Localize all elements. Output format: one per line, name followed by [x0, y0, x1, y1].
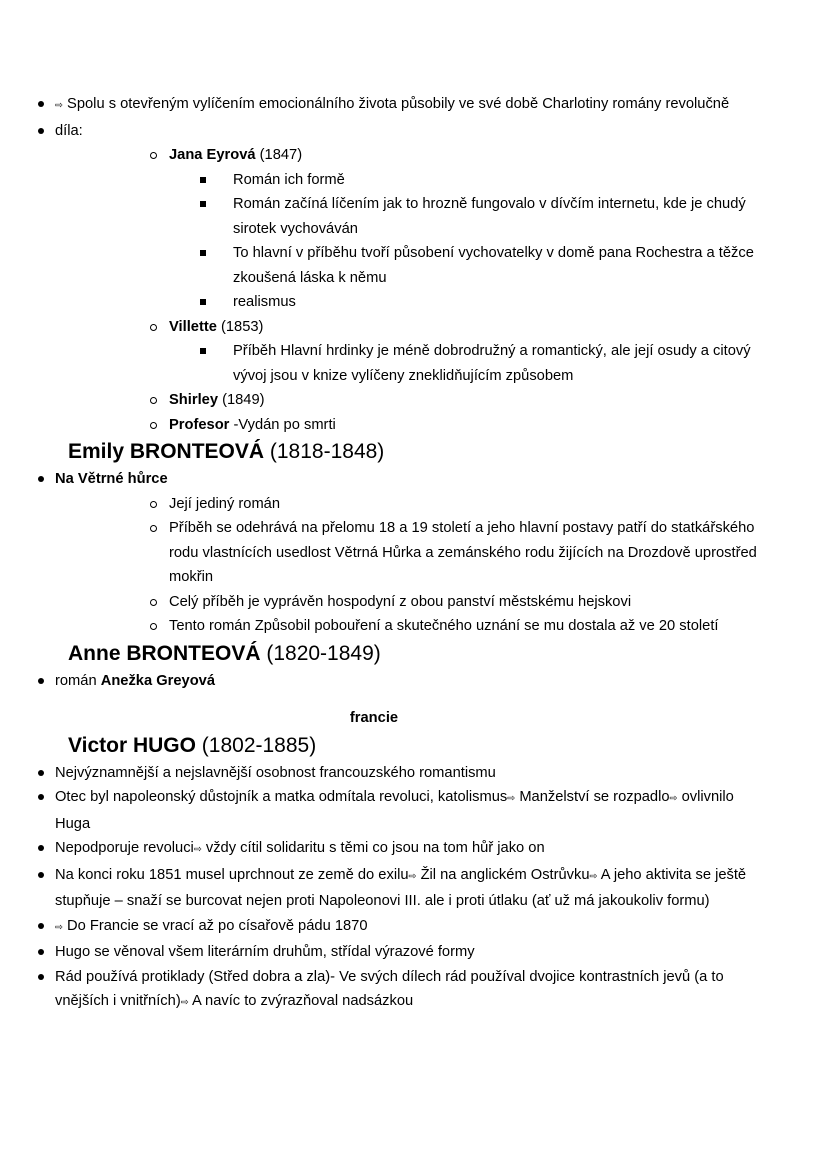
list-item-level-2 — [169, 614, 770, 639]
text-run: francie — [349, 710, 399, 726]
list-item-level-3 — [233, 241, 770, 290]
disc-bullet-icon — [38, 872, 44, 878]
text-run: (1853) — [216, 318, 264, 335]
text-run: Příběh se odehrává na přelomu 18 a 19 století a jeho hlavní postavy patří do statkářského rodu vlastnících usedlost Větrná Hůrka a zemánského rodu žijících na Drozdově uprostřed mokřin — [169, 520, 757, 585]
text-run: Rád používá protiklady (Střed dobra a zla)- Ve svých dílech rád používal dvojice kontrastních jevů (a to vnějších i vnitřních) — [55, 968, 724, 1009]
square-bullet-icon — [200, 348, 206, 354]
text-run: Celý příběh je vyprávěn hospodyní z obou panství městskému hejskovi — [169, 593, 632, 610]
list-item-level-3 — [233, 290, 770, 315]
text-run: (1847) — [255, 147, 303, 163]
circle-bullet-icon — [150, 501, 157, 508]
text-run: ovlivnilo Huga — [55, 789, 734, 832]
circle-bullet-icon — [150, 152, 157, 159]
text-run: (1849) — [217, 392, 265, 408]
text-run: (1820-1849) — [260, 641, 381, 665]
disc-bullet-icon — [38, 101, 44, 107]
disc-bullet-icon — [38, 923, 44, 929]
circle-bullet-icon — [150, 397, 157, 404]
text-run: Na konci roku 1851 musel uprchnout ze země do exilu — [55, 866, 409, 883]
section-heading — [68, 731, 828, 761]
list-item-level-3 — [233, 339, 770, 388]
arrow-glyph: ⇨ — [669, 793, 678, 804]
list-item-level-1 — [55, 914, 770, 941]
square-bullet-icon — [200, 299, 206, 305]
text-run: Emily BRONTEOVÁ — [68, 440, 265, 463]
text-run: Na Větrné hůrce — [55, 471, 168, 487]
text-run: román — [55, 672, 101, 689]
text-run: Spolu s otevřeným vylíčením emocionálního života působily ve své době Charlotiny romány revolučně — [62, 96, 730, 112]
list-item-level-2 — [169, 413, 770, 438]
arrow-glyph: ⇨ — [55, 921, 63, 933]
disc-bullet-icon — [38, 128, 44, 134]
list-item-level-1 — [55, 119, 770, 144]
paragraph-spacer — [0, 693, 828, 706]
text-run: (1802-1885) — [195, 733, 317, 757]
arrow-glyph: ⇨ — [507, 793, 516, 804]
text-run: Tento román Způsobil pobouření a skutečného uznání se mu dostala až ve 20 století — [169, 618, 719, 634]
disc-bullet-icon — [38, 974, 44, 980]
text-run: Nepodporuje revoluci — [55, 840, 194, 856]
disc-bullet-icon — [38, 678, 44, 684]
arrow-glyph: ⇨ — [193, 844, 202, 855]
arrow-glyph: ⇨ — [55, 100, 63, 111]
list-item-level-1 — [55, 467, 770, 492]
arrow-glyph: ⇨ — [180, 997, 189, 1008]
text-run: Příběh Hlavní hrdinky je méně dobrodružný a romantický, ale její osudy a citový vývoj jsou v knize vylíčeny zneklidňujícím způsobem — [233, 343, 751, 384]
list-item-level-2 — [169, 492, 770, 517]
square-bullet-icon — [200, 250, 206, 256]
circle-bullet-icon — [150, 324, 157, 331]
list-item-level-1 — [55, 761, 770, 786]
text-run: A jeho aktivita se ještě stupňuje – snaží se burcovat nejen proti Napoleonovi III. ale i proti útlaku (ať už má jakoukoliv formu) — [55, 866, 747, 909]
list-item-level-1 — [55, 669, 770, 694]
text-run: vždy cítil solidaritu s těmi co jsou na tom hůř jako on — [201, 840, 545, 856]
text-run: Nejvýznamnější a nejslavnější osobnost francouzského romantismu — [55, 764, 496, 781]
list-item-level-3 — [233, 192, 770, 241]
text-run: Villette — [169, 318, 217, 335]
text-run: Román začíná líčením jak to hrozně fungovalo v dívčím internetu, kde je chudý sirotek vychováván — [233, 196, 746, 237]
text-run: A navíc to zvýrazňoval nadsázkou — [188, 993, 414, 1009]
list-item-level-2 — [169, 590, 770, 615]
list-item-level-1 — [55, 785, 770, 836]
text-run: Anežka Greyová — [100, 672, 216, 689]
text-run: Shirley — [169, 392, 218, 408]
text-run: Hugo se věnoval všem literárním druhům, střídal výrazové formy — [55, 944, 475, 960]
text-run: Žil na anglickém Ostrůvku — [416, 866, 590, 883]
list-item-level-2 — [169, 388, 770, 413]
circle-bullet-icon — [150, 422, 157, 429]
disc-bullet-icon — [38, 794, 44, 800]
circle-bullet-icon — [150, 525, 157, 532]
list-item-level-1 — [55, 940, 770, 965]
square-bullet-icon — [200, 177, 206, 183]
text-run: Manželství se rozpadlo — [515, 789, 670, 805]
list-item-level-1 — [55, 92, 770, 119]
list-item-level-1 — [55, 965, 770, 1016]
list-item-level-2 — [169, 516, 770, 590]
section-heading — [68, 639, 828, 669]
text-run: díla: — [55, 122, 83, 139]
list-item-level-2 — [169, 143, 770, 168]
text-run: Jana Eyrová — [169, 147, 256, 163]
disc-bullet-icon — [38, 476, 44, 482]
list-item-level-2 — [169, 315, 770, 340]
list-item-level-1 — [55, 863, 770, 914]
text-run: Victor HUGO — [68, 733, 196, 757]
arrow-glyph: ⇨ — [408, 870, 417, 882]
circle-bullet-icon — [150, 623, 157, 630]
section-heading — [68, 437, 828, 467]
text-run: Otec byl napoleonský důstojník a matka odmítala revoluci, katolismus — [55, 789, 508, 805]
list-item-level-3 — [233, 168, 770, 193]
centered-line — [0, 706, 828, 731]
text-run: realismus — [233, 294, 296, 310]
disc-bullet-icon — [38, 845, 44, 851]
disc-bullet-icon — [38, 770, 44, 776]
text-run: Její jediný román — [169, 495, 281, 512]
square-bullet-icon — [200, 201, 206, 207]
text-run: Anne BRONTEOVÁ — [68, 641, 261, 665]
text-run: -Vydán po smrti — [229, 416, 336, 433]
list-item-level-1 — [55, 836, 770, 863]
disc-bullet-icon — [38, 949, 44, 955]
text-run: (1818-1848) — [264, 440, 385, 463]
text-run: Do Francie se vrací až po císařově pádu 1870 — [62, 917, 368, 934]
arrow-glyph: ⇨ — [589, 870, 598, 882]
text-run: To hlavní v příběhu tvoří působení vychovatelky v domě pana Rochestra a těžce zkoušená láska k němu — [233, 245, 754, 286]
text-run: Profesor — [169, 416, 230, 433]
circle-bullet-icon — [150, 599, 157, 606]
text-run: Román ich formě — [233, 171, 345, 188]
